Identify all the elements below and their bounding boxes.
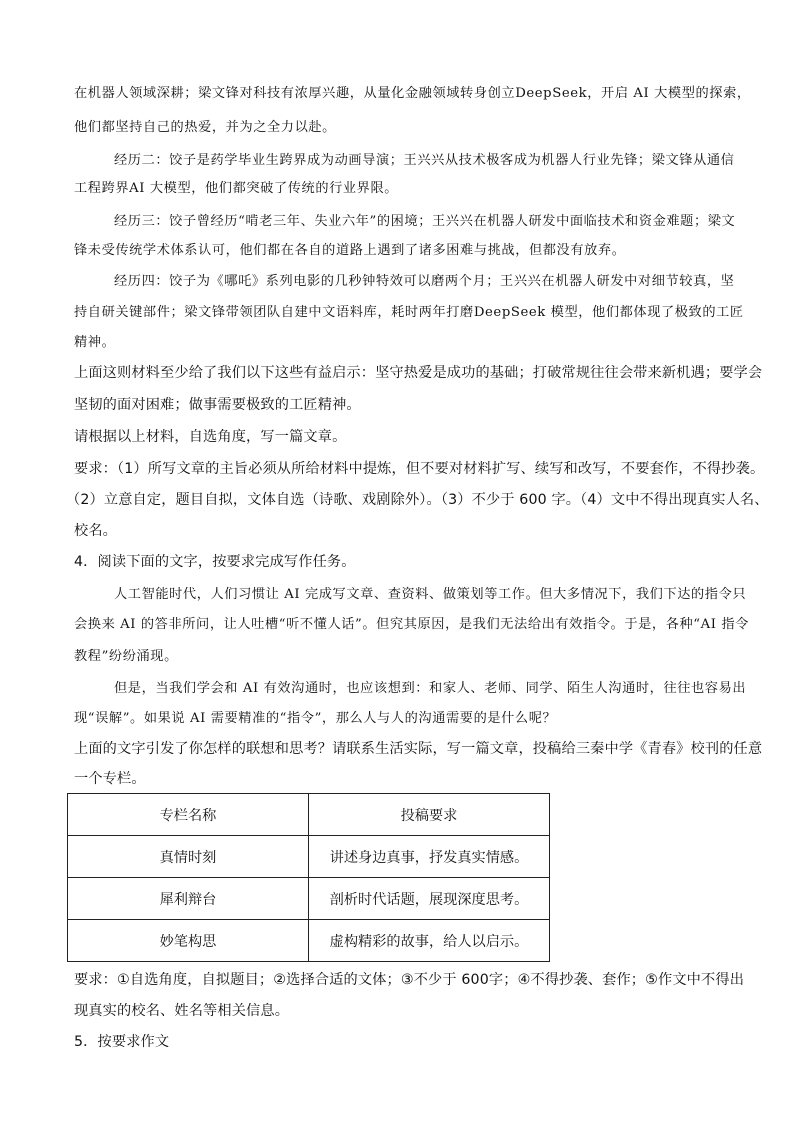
table-cell: 虚构精彩的故事，给人以启示。	[309, 920, 550, 962]
q3-inspiration: 上面这则材料至少给了我们以下这些有益启示：坚守热爱是成功的基础；打破常规往往会带来新机遇；要学会	[74, 365, 763, 381]
table-cell: 妙笔构思	[68, 920, 309, 962]
table-cell: 犀利辩台	[68, 878, 309, 920]
q3-requirements: （2）立意自定，题目自拟，文体自选（诗歌、戏剧除外）。（3）不少于 600 字。（4）文中不得出现真实人名、	[66, 492, 769, 508]
material-line: 精神。	[74, 335, 116, 350]
q4-material-line: 教程”纷纷涌现。	[74, 649, 178, 664]
material-line: 他们都坚持自己的热爱，并为之全力以赴。	[74, 120, 336, 135]
table-cell: 讲述身边真事，抒发真实情感。	[309, 836, 550, 878]
q3-inspiration: 坚韧的面对困难；做事需要极致的工匠精神。	[74, 397, 361, 413]
material-line: 持自研关键部件；梁文锋带领团队自建中文语料库，耗时两年打磨DeepSeek 模型，他们都体现了极致的工匠	[74, 305, 744, 320]
q5-heading: 5．按要求作文	[74, 1034, 170, 1050]
q3-instruction: 请根据以上材料，自选角度，写一篇文章。	[74, 429, 347, 445]
table-row	[68, 836, 550, 878]
q4-requirements: 要求：①自选角度，自拟题目；②选择合适的文体；③不少于 600字；④不得抄袭、套作；⑤作文中不得出	[74, 972, 745, 988]
table-cell: 真情时刻	[68, 836, 309, 878]
q4-material-line: 现“误解”。如果说 AI 需要精准的“指令”，那么人与人的沟通需要的是什么呢？	[74, 711, 557, 726]
q4-requirements: 现真实的校名、姓名等相关信息。	[74, 1003, 290, 1019]
q4-material-line: 但是，当我们学会和 AI 有效沟通时，也应该想到：和家人、老师、同学、陌生人沟通时，往往也容易出	[114, 681, 747, 696]
q4-prompt: 上面的文字引发了你怎样的联想和思考？请联系生活实际，写一篇文章，投稿给三秦中学《青春》校刊的任意	[74, 741, 763, 757]
q4-heading: 4．阅读下面的文字，按要求完成写作任务。	[74, 554, 356, 570]
material-line: 锋未受传统学术体系认可，他们都在各自的道路上遇到了诸多困难与挑战，但都没有放弃。	[74, 243, 626, 258]
table-header: 投稿要求	[309, 794, 550, 836]
table-row	[68, 878, 550, 920]
material-line: 在机器人领域深耕；梁文锋对科技有浓厚兴趣，从量化金融领域转身创立DeepSeek，开启 AI 大模型的探索，	[74, 86, 751, 101]
table-row	[68, 920, 550, 962]
q3-requirements: 要求：（1）所写文章的主旨必须从所给材料中提炼，但不要对材料扩写、续写和改写，不要套作，不得抄袭。	[74, 461, 765, 477]
table-header-row	[68, 794, 550, 836]
experience-two: 经历二：饺子是药学毕业生跨界成为动画导演；王兴兴从技术极客成为机器人行业先锋；梁文锋从通信	[114, 153, 735, 168]
column-table	[67, 793, 550, 962]
material-line: 工程跨界AI 大模型，他们都突破了传统的行业界限。	[74, 181, 399, 196]
experience-three: 经历三：饺子曾经历“啃老三年、失业六年”的困境；王兴兴在机器人研发中面临技术和资金难题；梁文	[114, 214, 736, 229]
table-header: 专栏名称	[68, 794, 309, 836]
table-cell: 剖析时代话题，展现深度思考。	[309, 878, 550, 920]
q3-requirements: 校名。	[74, 523, 118, 539]
q4-material-line: 人工智能时代，人们习惯让 AI 完成写文章、查资料、做策划等工作。但大多情况下，我们下达的指令只	[114, 587, 747, 602]
experience-four: 经历四：饺子为《哪吒》系列电影的几秒钟特效可以磨两个月；王兴兴在机器人研发中对细节较真，坚	[114, 274, 735, 289]
q4-prompt: 一个专栏。	[74, 771, 146, 787]
q4-material-line: 会换来 AI 的答非所问，让人吐槽“听不懂人话”。但究其原因，是我们无法给出有效指令。于是，各种“AI 指令	[74, 617, 749, 632]
